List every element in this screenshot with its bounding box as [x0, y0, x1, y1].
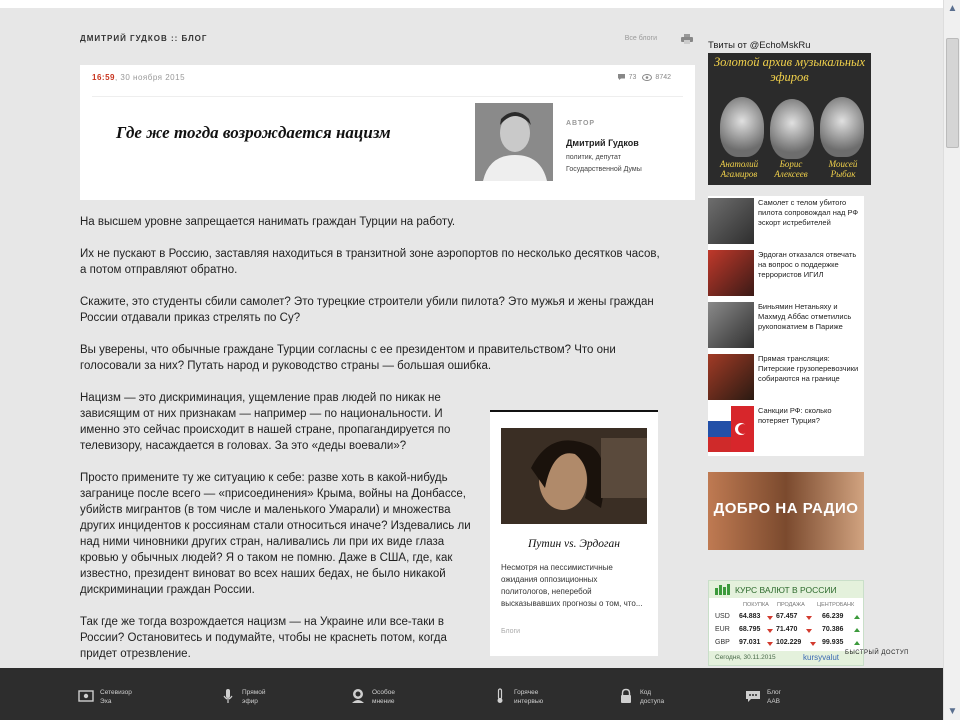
- music-archive-banner[interactable]: [708, 53, 871, 185]
- post-datetime: [92, 73, 185, 82]
- news-thumbnail[interactable]: [708, 302, 754, 348]
- lock-icon: [618, 688, 634, 704]
- bottom-item-access-code[interactable]: [618, 688, 664, 706]
- currency-footer: [709, 651, 863, 665]
- news-item[interactable]: [708, 196, 864, 248]
- article-paragraph: Нацизм — это дискриминация, ущемление прав людей по никак не зависящим от них признакам — например — по национальности. И именно это сейчас происходит в нашей стране, пропагандируется по телевизору, насаждается в головах. За это «деды воевали»?: [80, 392, 451, 452]
- down-arrow-icon: [767, 629, 773, 633]
- currency-row: [709, 626, 863, 640]
- currency-code: USD: [715, 613, 730, 620]
- radio-banner[interactable]: [708, 472, 864, 550]
- article-paragraph: Просто примените ту же ситуацию к себе: разве хоть в какой-нибудь загранице после всего — «присоединения» Крыма, войны на Донбассе, убийств мигрантов (в том числе и маленького Умарали) и множества других инцидентов к россиянам стали относиться иначе? Издевались ли над ними чиновники других стран, наливались ли при их виде глаза кровью у обычных людей? Я о таком не помню. Даже в США, где, как известно, президент виноват во всех наших бедах, не было никакой дискриминации граждан России.: [80, 472, 471, 596]
- top-strip: [0, 0, 943, 8]
- scrollbar-thumb[interactable]: [946, 38, 959, 148]
- currency-date: Сегодня, 30.11.2015: [715, 654, 776, 661]
- currency-header: [709, 581, 863, 598]
- microphone-icon: [220, 688, 236, 704]
- archive-person-name: Анатолий Агамиров: [719, 159, 759, 179]
- currency-col-sell: ПРОДАЖА: [777, 602, 805, 608]
- chart-bars-icon: [715, 584, 731, 595]
- currency-buy: 64.883: [739, 613, 761, 620]
- news-list: [708, 196, 864, 456]
- views-count: [642, 74, 671, 81]
- down-arrow-icon: [810, 642, 816, 646]
- views-value: 8742: [655, 73, 671, 81]
- currency-sell: 102.229: [776, 639, 802, 646]
- thermometer-icon: [492, 688, 508, 704]
- twitter-widget-label[interactable]: Твиты от @EchoMskRu: [708, 40, 811, 51]
- related-article-image: [501, 428, 647, 524]
- news-thumbnail[interactable]: [708, 406, 754, 452]
- article-paragraph: Вы уверены, что обычные граждане Турции согласны с ее президентом и правительством? Что они голосовали за них? Путать народ и руководство страны — большая ошибка.: [80, 344, 616, 372]
- currency-widget: [708, 580, 864, 666]
- post-title: Где же тогда возрождается нацизм: [116, 123, 391, 142]
- news-thumbnail[interactable]: [708, 198, 754, 244]
- up-arrow-icon: [854, 641, 860, 645]
- bottom-item-setevizor[interactable]: [78, 688, 132, 706]
- news-headline[interactable]: Санкции РФ: сколько потеряет Турция?: [758, 406, 832, 425]
- bottom-item-label: Сетевизор Эха: [100, 689, 132, 705]
- down-arrow-icon: [767, 616, 773, 620]
- bottom-item-label: Код доступа: [640, 689, 665, 705]
- bottom-item-label: Прямой эфир: [242, 689, 266, 705]
- bottom-item-live[interactable]: [220, 688, 265, 706]
- bottom-item-interview[interactable]: [492, 688, 543, 706]
- related-article-photo[interactable]: [501, 428, 647, 524]
- currency-code: GBP: [715, 639, 730, 646]
- chat-icon: [745, 688, 761, 704]
- bottom-item-blog-aav[interactable]: [745, 688, 781, 706]
- currency-buy: 97.031: [739, 639, 761, 646]
- bottom-item-label: Особое мнение: [372, 689, 395, 705]
- archive-portrait: [770, 99, 814, 159]
- article-paragraph: Так где же тогда возрождается нацизм — на Украине или все-таки в России? Остановитесь и подумайте, чтобы не краснеть потом, когда придет отрезвление.: [80, 616, 447, 660]
- comments-count[interactable]: [617, 73, 637, 81]
- up-arrow-icon: [854, 628, 860, 632]
- news-headline[interactable]: Самолет с телом убитого пилота сопровождал над РФ эскорт истребителей: [758, 198, 859, 227]
- print-icon[interactable]: [681, 34, 693, 44]
- scroll-up-arrow-icon[interactable]: ▲: [947, 3, 958, 14]
- tv-icon: [78, 688, 94, 704]
- article-paragraph: На высшем уровне запрещается нанимать граждан Турции на работу.: [80, 216, 456, 228]
- blog-header: [80, 34, 695, 48]
- currency-col-buy: ПОКУПКА: [743, 602, 769, 608]
- currency-row: [709, 613, 863, 627]
- related-article-title[interactable]: Путин vs. Эрдоган: [527, 538, 620, 550]
- flags-image: [708, 406, 754, 452]
- author-name[interactable]: Дмитрий Гудков: [566, 138, 639, 148]
- article-paragraph: Их не пускают в Россию, заставляя находиться в транзитной зоне аэропортов по несколько десятков часов, а потом отправляют обратно.: [80, 248, 660, 276]
- news-thumbnail[interactable]: [708, 354, 754, 400]
- currency-cb: 70.386: [822, 626, 844, 633]
- comment-icon: [617, 73, 626, 81]
- bottom-navigation-bar: [0, 668, 943, 720]
- news-thumbnail[interactable]: [708, 250, 754, 296]
- news-item[interactable]: [708, 248, 864, 300]
- currency-buy: 68.795: [739, 626, 761, 633]
- news-headline[interactable]: Эрдоган отказался отвечать на вопрос о поддержке террористов ИГИЛ: [758, 250, 857, 279]
- currency-cb: 99.935: [822, 639, 844, 646]
- person-icon: [350, 688, 366, 704]
- archive-portrait: [820, 97, 864, 157]
- archive-person-name: Моисей Рыбак: [828, 159, 858, 179]
- radio-banner-text: ДОБРО НА РАДИО: [713, 500, 859, 517]
- author-portrait-image: [475, 103, 553, 181]
- article-paragraph: Скажите, это студенты сбили самолет? Это турецкие строители убили пилота? Это мужья и жены граждан России отдавали приказ стрелять по Су?: [80, 296, 654, 324]
- currency-col-cb: ЦЕНТРОБАНК: [817, 602, 855, 608]
- scroll-down-arrow-icon[interactable]: ▼: [947, 706, 958, 717]
- post-time: 16:59: [92, 73, 115, 82]
- archive-person-name: Борис Алексеев: [774, 159, 808, 179]
- currency-cb: 66.239: [822, 613, 844, 620]
- down-arrow-icon: [767, 642, 773, 646]
- related-article-category[interactable]: Блоги: [501, 628, 521, 635]
- blog-title[interactable]: ДМИТРИЙ ГУДКОВ :: БЛОГ: [80, 34, 208, 43]
- divider: [92, 96, 683, 97]
- currency-source-link[interactable]: kursyvalut: [803, 653, 840, 662]
- down-arrow-icon: [806, 616, 812, 620]
- author-label: АВТОР: [566, 120, 596, 127]
- post-date: , 30 ноября 2015: [114, 73, 186, 82]
- up-arrow-icon: [854, 615, 860, 619]
- currency-code: EUR: [715, 626, 730, 633]
- comments-value: 73: [628, 73, 637, 81]
- post-header-card: [80, 65, 695, 200]
- quick-access-link[interactable]: БЫСТРЫЙ ДОСТУП: [845, 650, 909, 656]
- news-item[interactable]: [708, 300, 864, 352]
- news-item[interactable]: [708, 352, 864, 404]
- news-item[interactable]: [708, 404, 864, 456]
- currency-sell: 71.470: [776, 626, 798, 633]
- archive-heading: Золотой архив музыкальных эфиров: [713, 55, 866, 84]
- bottom-item-label: Горячее интервью: [514, 689, 544, 705]
- author-position: политик, депутат Государственной Думы: [566, 154, 642, 173]
- down-arrow-icon: [806, 629, 812, 633]
- author-photo[interactable]: [475, 103, 553, 181]
- vertical-scrollbar[interactable]: [943, 0, 960, 720]
- post-stats: [617, 73, 671, 81]
- eye-icon: [642, 74, 652, 81]
- news-headline[interactable]: Биньямин Нетаньяху и Махмуд Аббас отметились рукопожатием в Париже: [758, 302, 852, 331]
- news-headline[interactable]: Прямая трансляция: Питерские грузоперевозчики собираются на границе: [758, 354, 859, 383]
- all-blogs-link[interactable]: Все блоги: [624, 35, 657, 42]
- related-article-card[interactable]: [490, 410, 658, 656]
- currency-sell: 67.457: [776, 613, 798, 620]
- bottom-item-label: Блог ААВ: [767, 689, 782, 705]
- related-article-excerpt: Несмотря на пессимистичные ожидания оппозиционных политологов, неперебой высказывавших прогнозы о том, что...: [501, 563, 643, 608]
- archive-portrait: [720, 97, 764, 157]
- bottom-item-opinion[interactable]: [350, 688, 395, 706]
- currency-title: КУРС ВАЛЮТ В РОССИИ: [735, 585, 837, 595]
